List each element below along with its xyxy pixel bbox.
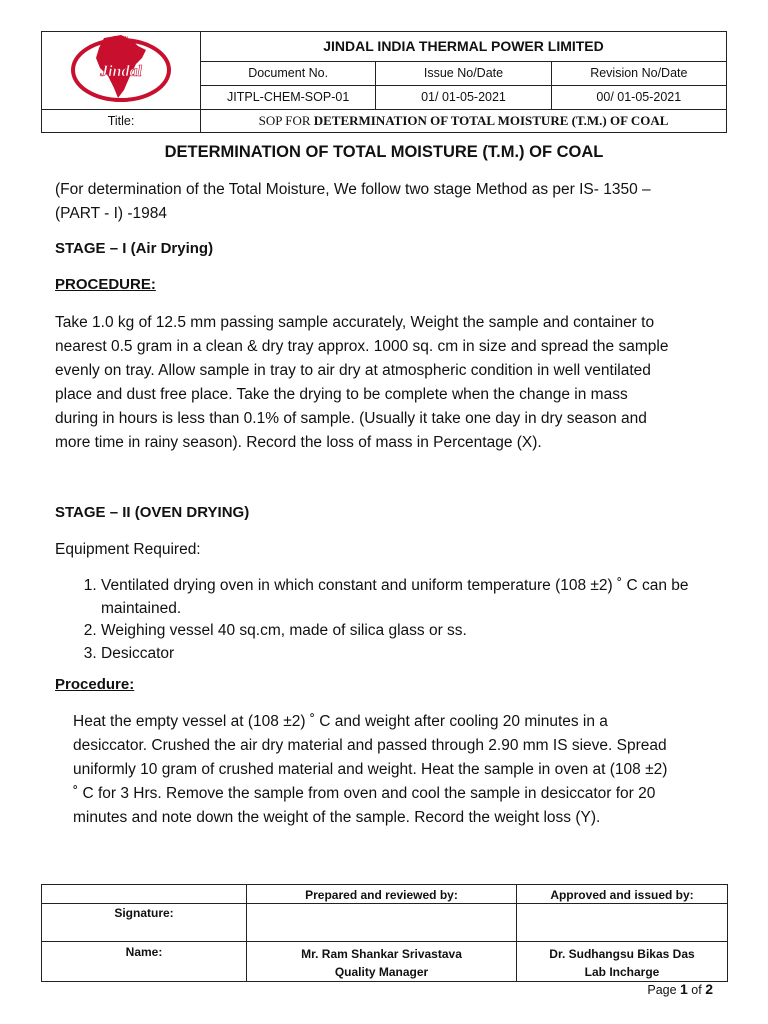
- revision-label: Revision No/Date: [551, 61, 726, 85]
- issue-label: Issue No/Date: [376, 61, 551, 85]
- list-item: 1. Ventilated drying oven in which constant and uniform temperature (108 ±2) ˚ C can be maintained.: [101, 575, 761, 620]
- paragraph-line: Heat the empty vessel at (108 ±2) ˚ C and weight after cooling 20 minutes in a: [73, 713, 608, 730]
- stage-1-paragraph: [55, 311, 715, 455]
- list-item: 2. Weighing vessel 40 sq.cm, made of silica glass or ss.: [101, 620, 761, 643]
- signature-label: Signature:: [42, 904, 247, 942]
- prepared-signature: [247, 904, 517, 942]
- document-no-value: JITPL-CHEM-SOP-01: [201, 85, 376, 109]
- page-number: [647, 981, 713, 997]
- equipment-list: [55, 575, 761, 665]
- title-prefix: SOP FOR: [258, 113, 314, 128]
- prepared-header: Prepared and reviewed by:: [247, 885, 517, 904]
- logo-bottom-text: INDIA: [114, 98, 128, 104]
- paragraph-line: uniformly 10 gram of crushed material and weight. Heat the sample in oven at (108 ±2): [73, 761, 668, 778]
- prepared-role: Quality Manager: [334, 965, 429, 979]
- name-label: Name:: [42, 942, 247, 982]
- page-current: 1: [680, 981, 688, 997]
- logo-cell: [42, 32, 201, 110]
- paragraph-line: desiccator. Crushed the air dry material and passed through 2.90 mm IS sieve. Spread: [73, 737, 667, 754]
- stage-2-paragraph: [73, 710, 723, 830]
- approved-name: Dr. Sudhangsu Bikas Das: [549, 947, 695, 961]
- prepared-name: Mr. Ram Shankar Srivastava: [301, 947, 462, 961]
- procedure-heading-1: PROCEDURE:: [55, 276, 156, 293]
- intro-paragraph: [55, 178, 715, 226]
- equipment-label: Equipment Required:: [55, 541, 201, 558]
- intro-line: (For determination of the Total Moisture, We follow two stage Method as per IS- 1350 –: [55, 181, 651, 198]
- prepared-name-cell: [247, 942, 517, 982]
- approval-table: [41, 884, 728, 982]
- stage-1-heading: STAGE – I (Air Drying): [55, 240, 214, 257]
- company-name: JINDAL INDIA THERMAL POWER LIMITED: [201, 32, 727, 62]
- title-value: [201, 110, 727, 133]
- document-no-label: Document No.: [201, 61, 376, 85]
- title-label: Title:: [42, 110, 201, 133]
- stage-2-heading: STAGE – II (OVEN DRYING): [55, 504, 250, 521]
- logo-text: Jindal: [100, 63, 142, 80]
- page-word: Page: [647, 983, 681, 997]
- paragraph-line: Take 1.0 kg of 12.5 mm passing sample accurately, Weight the sample and container to: [55, 314, 655, 331]
- intro-line: (PART - I) -1984: [55, 205, 167, 222]
- approval-empty-cell: [42, 885, 247, 904]
- page-of: of: [687, 983, 706, 997]
- header-table: [41, 31, 727, 133]
- approved-role: Lab Incharge: [584, 965, 660, 979]
- main-title: DETERMINATION OF TOTAL MOISTURE (T.M.) OF COAL: [164, 143, 604, 161]
- paragraph-line: ˚ C for 3 Hrs. Remove the sample from oven and cool the sample in desiccator for 20: [73, 785, 656, 802]
- procedure-heading-2: Procedure:: [55, 676, 135, 693]
- paragraph-line: more time in rainy season). Record the loss of mass in Percentage (X).: [55, 434, 542, 451]
- logo-top-text: JINDAL: [112, 36, 130, 42]
- title-bold: DETERMINATION OF TOTAL MOISTURE (T.M.) OF COAL: [313, 113, 669, 128]
- issue-value: 01/ 01-05-2021: [376, 85, 551, 109]
- paragraph-line: place and dust free place. Take the drying to be complete when the change in mass: [55, 386, 628, 403]
- approved-signature: [517, 904, 728, 942]
- approved-header: Approved and issued by:: [517, 885, 728, 904]
- paragraph-line: minutes and note down the weight of the sample. Record the weight loss (Y).: [73, 809, 601, 826]
- page-total: 2: [705, 981, 713, 997]
- paragraph-line: nearest 0.5 gram in a clean & dry tray approx. 1000 sq. cm in size and spread the sample: [55, 338, 669, 355]
- paragraph-line: evenly on tray. Allow sample in tray to air dry at atmospheric condition in well ventilated: [55, 362, 651, 379]
- approved-name-cell: [517, 942, 728, 982]
- revision-value: 00/ 01-05-2021: [551, 85, 726, 109]
- paragraph-line: during in hours is less than 0.1% of sample. (Usually it take one day in dry season and: [55, 410, 647, 427]
- jindal-logo: [66, 32, 176, 104]
- list-item: 3. Desiccator: [101, 643, 761, 666]
